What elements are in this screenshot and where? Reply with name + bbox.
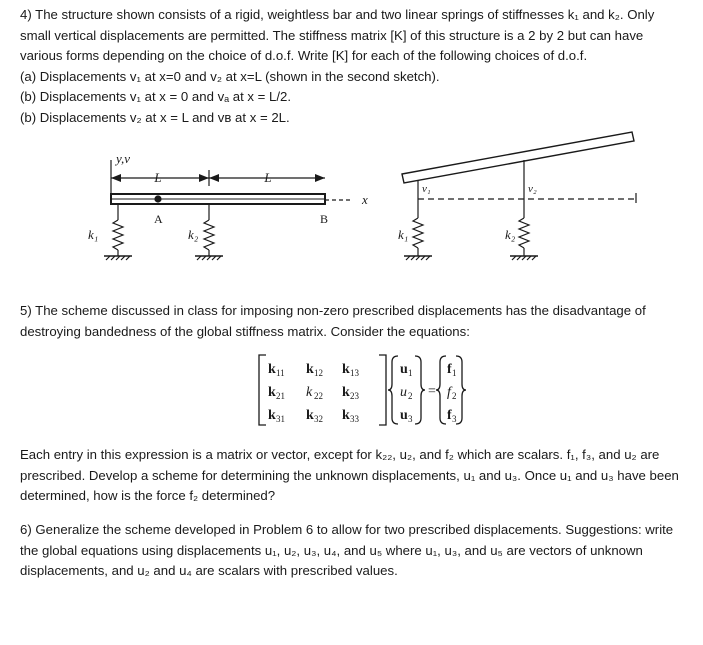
k33: k <box>342 408 350 423</box>
equals-sign: = <box>428 384 436 399</box>
k31-sub: 31 <box>276 414 285 424</box>
f2-sub: 2 <box>452 391 457 401</box>
matrix-left-bracket <box>259 355 266 425</box>
spring-1-coil <box>113 220 123 250</box>
k21-sub: 21 <box>276 391 285 401</box>
right-k2-label: k₂ <box>505 227 516 242</box>
f-right-brace <box>456 356 466 424</box>
problem-4-line: (a) Displacements v₁ at x=0 and v₂ at x=L (shown in the second sketch). <box>20 68 440 84</box>
right-beam-figure <box>402 132 636 260</box>
problem-6-line: 6) Generalize the scheme developed in Problem 6 to allow for two prescribed displacements. Suggestions: write <box>20 522 674 537</box>
problem-4-line: small vertical displacements are permitted. The stiffness matrix [K] of this structure is a 2 by 2 but can have <box>20 27 644 43</box>
problem-5-line: 5) The scheme discussed in class for imposing non-zero prescribed displacements has the disadvantage of <box>20 303 646 318</box>
right-k1-label: k₁ <box>398 227 409 242</box>
arrowhead-icon <box>111 174 121 182</box>
k12: k <box>306 362 314 377</box>
u-right-brace <box>415 356 425 424</box>
k22: k <box>306 385 313 400</box>
k13: k <box>342 362 350 377</box>
after-equation-line: Each entry in this expression is a matrix or vector, except for k₂₂, u₂, and f₂ which are scalars. f₁, f₃, and u₂ are <box>20 447 660 462</box>
u2: u <box>400 385 407 400</box>
spring-k2-coil <box>519 218 529 248</box>
spring-2-label: k₂ <box>188 227 199 242</box>
arrowhead-icon <box>209 174 219 182</box>
problem-6-line: the global equations using displacements u₁, u₂, u₃, u₄, and u₅ where u₁, u₃, and u₅ are vectors of unknown <box>20 542 643 558</box>
k21: k <box>268 385 276 400</box>
f1: f <box>447 362 452 377</box>
after-equation-line: prescribed. Develop a scheme for determining the unknown displacements, u₁ and u₃. Once u₁ and u₃ have been <box>20 467 679 483</box>
k33-sub: 33 <box>350 414 359 424</box>
f2: f <box>447 385 451 400</box>
k32-sub: 32 <box>314 414 323 424</box>
k23: k <box>342 385 350 400</box>
u1: u <box>400 362 408 377</box>
after-equation-line: determined, how is the force f₂ determined? <box>20 488 276 504</box>
u-left-brace <box>388 356 398 424</box>
spring-1-label: k₁ <box>88 227 99 242</box>
problem-6-line: displacements, and u₂ and u₄ are scalars with prescribed values. <box>20 563 398 579</box>
dimension-label-1: L <box>154 170 162 185</box>
k11: k <box>268 362 276 377</box>
f-left-brace <box>436 356 446 424</box>
problem-4-line: various forms depending on the choice of d.o.f. Write [K] for each of the following choices of d.o.f. <box>20 48 588 64</box>
spring-k1-coil <box>413 218 423 248</box>
k23-sub: 23 <box>350 391 359 401</box>
problem-5-text <box>20 301 692 342</box>
dimension-label-2: L <box>264 170 272 185</box>
k13-sub: 13 <box>350 368 359 378</box>
f3-sub: 3 <box>452 414 457 424</box>
problem-5-line: destroying bandedness of the global stiffness matrix. Consider the equations: <box>20 323 470 339</box>
k11-sub: 11 <box>276 368 285 378</box>
k32: k <box>306 408 314 423</box>
spring-2-coil <box>204 220 214 250</box>
u3-sub: 3 <box>408 414 413 424</box>
problem-4-line: (b) Displacements v₂ at x = L and vʙ at x = 2L. <box>20 109 290 125</box>
axis-label: y,v <box>116 151 131 166</box>
u1-sub: 1 <box>408 368 413 378</box>
tilted-bar <box>402 132 634 183</box>
after-equation-text <box>20 445 692 507</box>
u2-sub: 2 <box>408 391 413 401</box>
matrix-right-bracket <box>379 355 386 425</box>
point-a-label: A <box>154 212 163 226</box>
right-v1-label: v₁ <box>422 183 431 195</box>
matrix-equation <box>268 362 457 424</box>
u3: u <box>400 408 408 423</box>
problem-4-line: 4) The structure shown consists of a rigid, weightless bar and two linear springs of stiffnesses k₁ and k₂. Only <box>20 7 655 22</box>
right-v2-label: v₂ <box>528 183 537 195</box>
k12-sub: 12 <box>314 368 323 378</box>
point-a-dot <box>155 196 161 202</box>
f1-sub: 1 <box>452 368 457 378</box>
left-beam-figure <box>104 160 352 260</box>
problem-6-text <box>20 520 692 582</box>
arrowhead-icon <box>315 174 325 182</box>
arrowhead-icon <box>199 174 209 182</box>
k22-sub: 22 <box>314 391 323 401</box>
x-axis-label: x <box>362 192 368 207</box>
problem-4-line: (b) Displacements v₁ at x = 0 and vₐ at x = L/2. <box>20 89 292 105</box>
point-b-label: B <box>320 212 329 226</box>
f3: f <box>447 408 452 423</box>
k31: k <box>268 408 276 423</box>
